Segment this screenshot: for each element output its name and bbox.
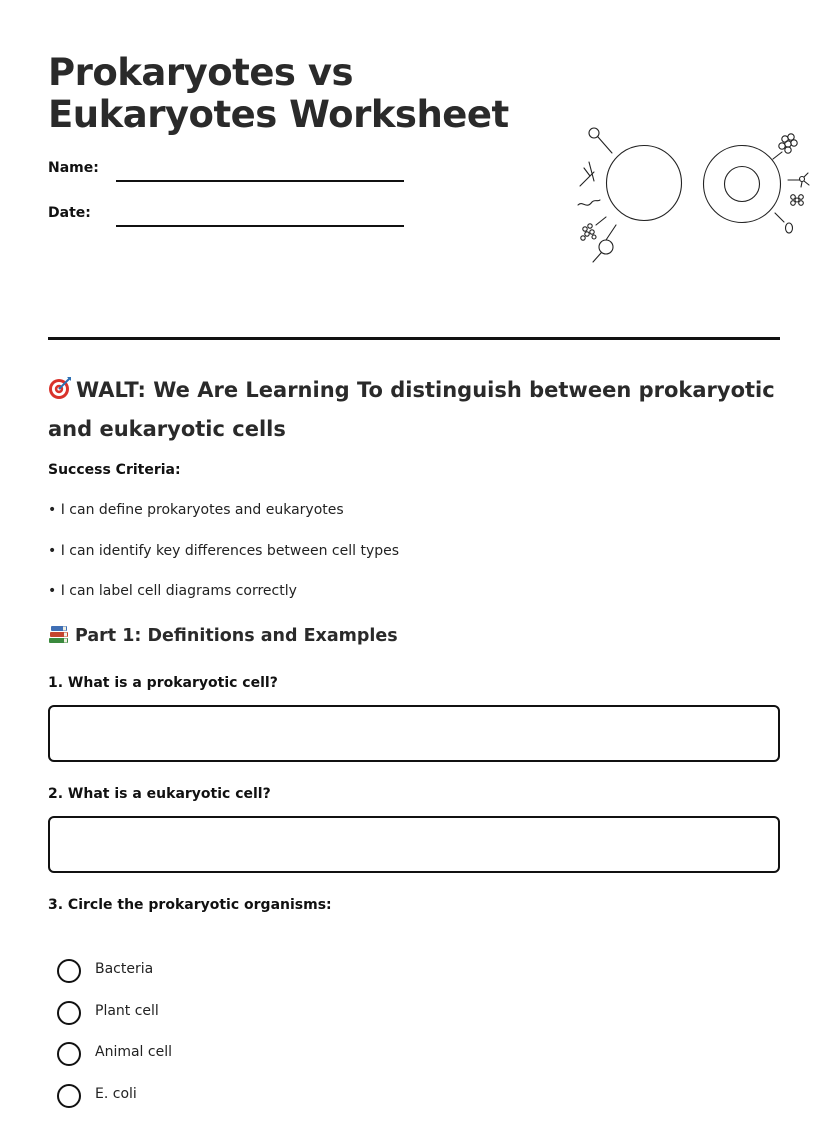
option-circle[interactable]: [57, 1042, 81, 1066]
eukaryotic-cell-drawing: [704, 146, 781, 223]
success-criteria-heading: Success Criteria:: [48, 462, 181, 478]
books-icon: [48, 624, 75, 649]
date-label: Date:: [48, 205, 91, 221]
option-circle[interactable]: [57, 1001, 81, 1025]
success-criteria-list: [48, 500, 399, 622]
answer-box-2[interactable]: [48, 816, 780, 873]
worksheet-title: Prokaryotes vs Eukaryotes Worksheet: [48, 51, 509, 136]
question-2: 2. What is a eukaryotic cell?: [48, 786, 271, 802]
option-label: Plant cell: [95, 1002, 159, 1019]
question-3: 3. Circle the prokaryotic organisms:: [48, 897, 332, 913]
criteria-item: • I can define prokaryotes and eukaryotes: [48, 502, 344, 518]
small-organism-icon: [775, 213, 793, 233]
question-1: 1. What is a prokaryotic cell?: [48, 675, 278, 691]
walt-text: WALT: We Are Learning To distinguish between prokaryotic and eukaryotic cells: [48, 378, 775, 441]
option-label: Bacteria: [95, 961, 154, 977]
date-field-row: [48, 203, 408, 233]
grape-cluster-icon: [773, 134, 797, 159]
target-icon: [48, 375, 76, 411]
molecule-icon: [788, 173, 809, 187]
option-circle[interactable]: [57, 959, 81, 983]
walt-heading: [48, 372, 780, 447]
flower-cell-icon: [791, 195, 804, 206]
date-answer-line[interactable]: [116, 225, 404, 227]
option-circle[interactable]: [57, 1084, 81, 1108]
cluster-cells-icon: [581, 217, 606, 240]
option-label: Animal cell: [95, 1044, 172, 1060]
name-label: Name:: [48, 160, 99, 176]
prokaryotic-cell-drawing: [607, 146, 682, 221]
name-field-row: [48, 158, 408, 188]
section-divider: [48, 337, 780, 340]
worksheet-page: [48, 0, 780, 1118]
cells-illustration: [526, 122, 826, 272]
part1-heading-text: Part 1: Definitions and Examples: [75, 626, 398, 646]
criteria-item: • I can label cell diagrams correctly: [48, 583, 297, 599]
rod-bacteria-icon: [578, 162, 600, 205]
name-answer-line[interactable]: [116, 180, 404, 182]
magnifier-bottom-icon: [593, 225, 616, 262]
magnifier-top-icon: [589, 128, 612, 153]
criteria-item: • I can identify key differences between cell types: [48, 542, 400, 559]
answer-box-1[interactable]: [48, 705, 780, 762]
part1-heading: [48, 624, 398, 649]
option-label: E. coli: [95, 1085, 137, 1102]
